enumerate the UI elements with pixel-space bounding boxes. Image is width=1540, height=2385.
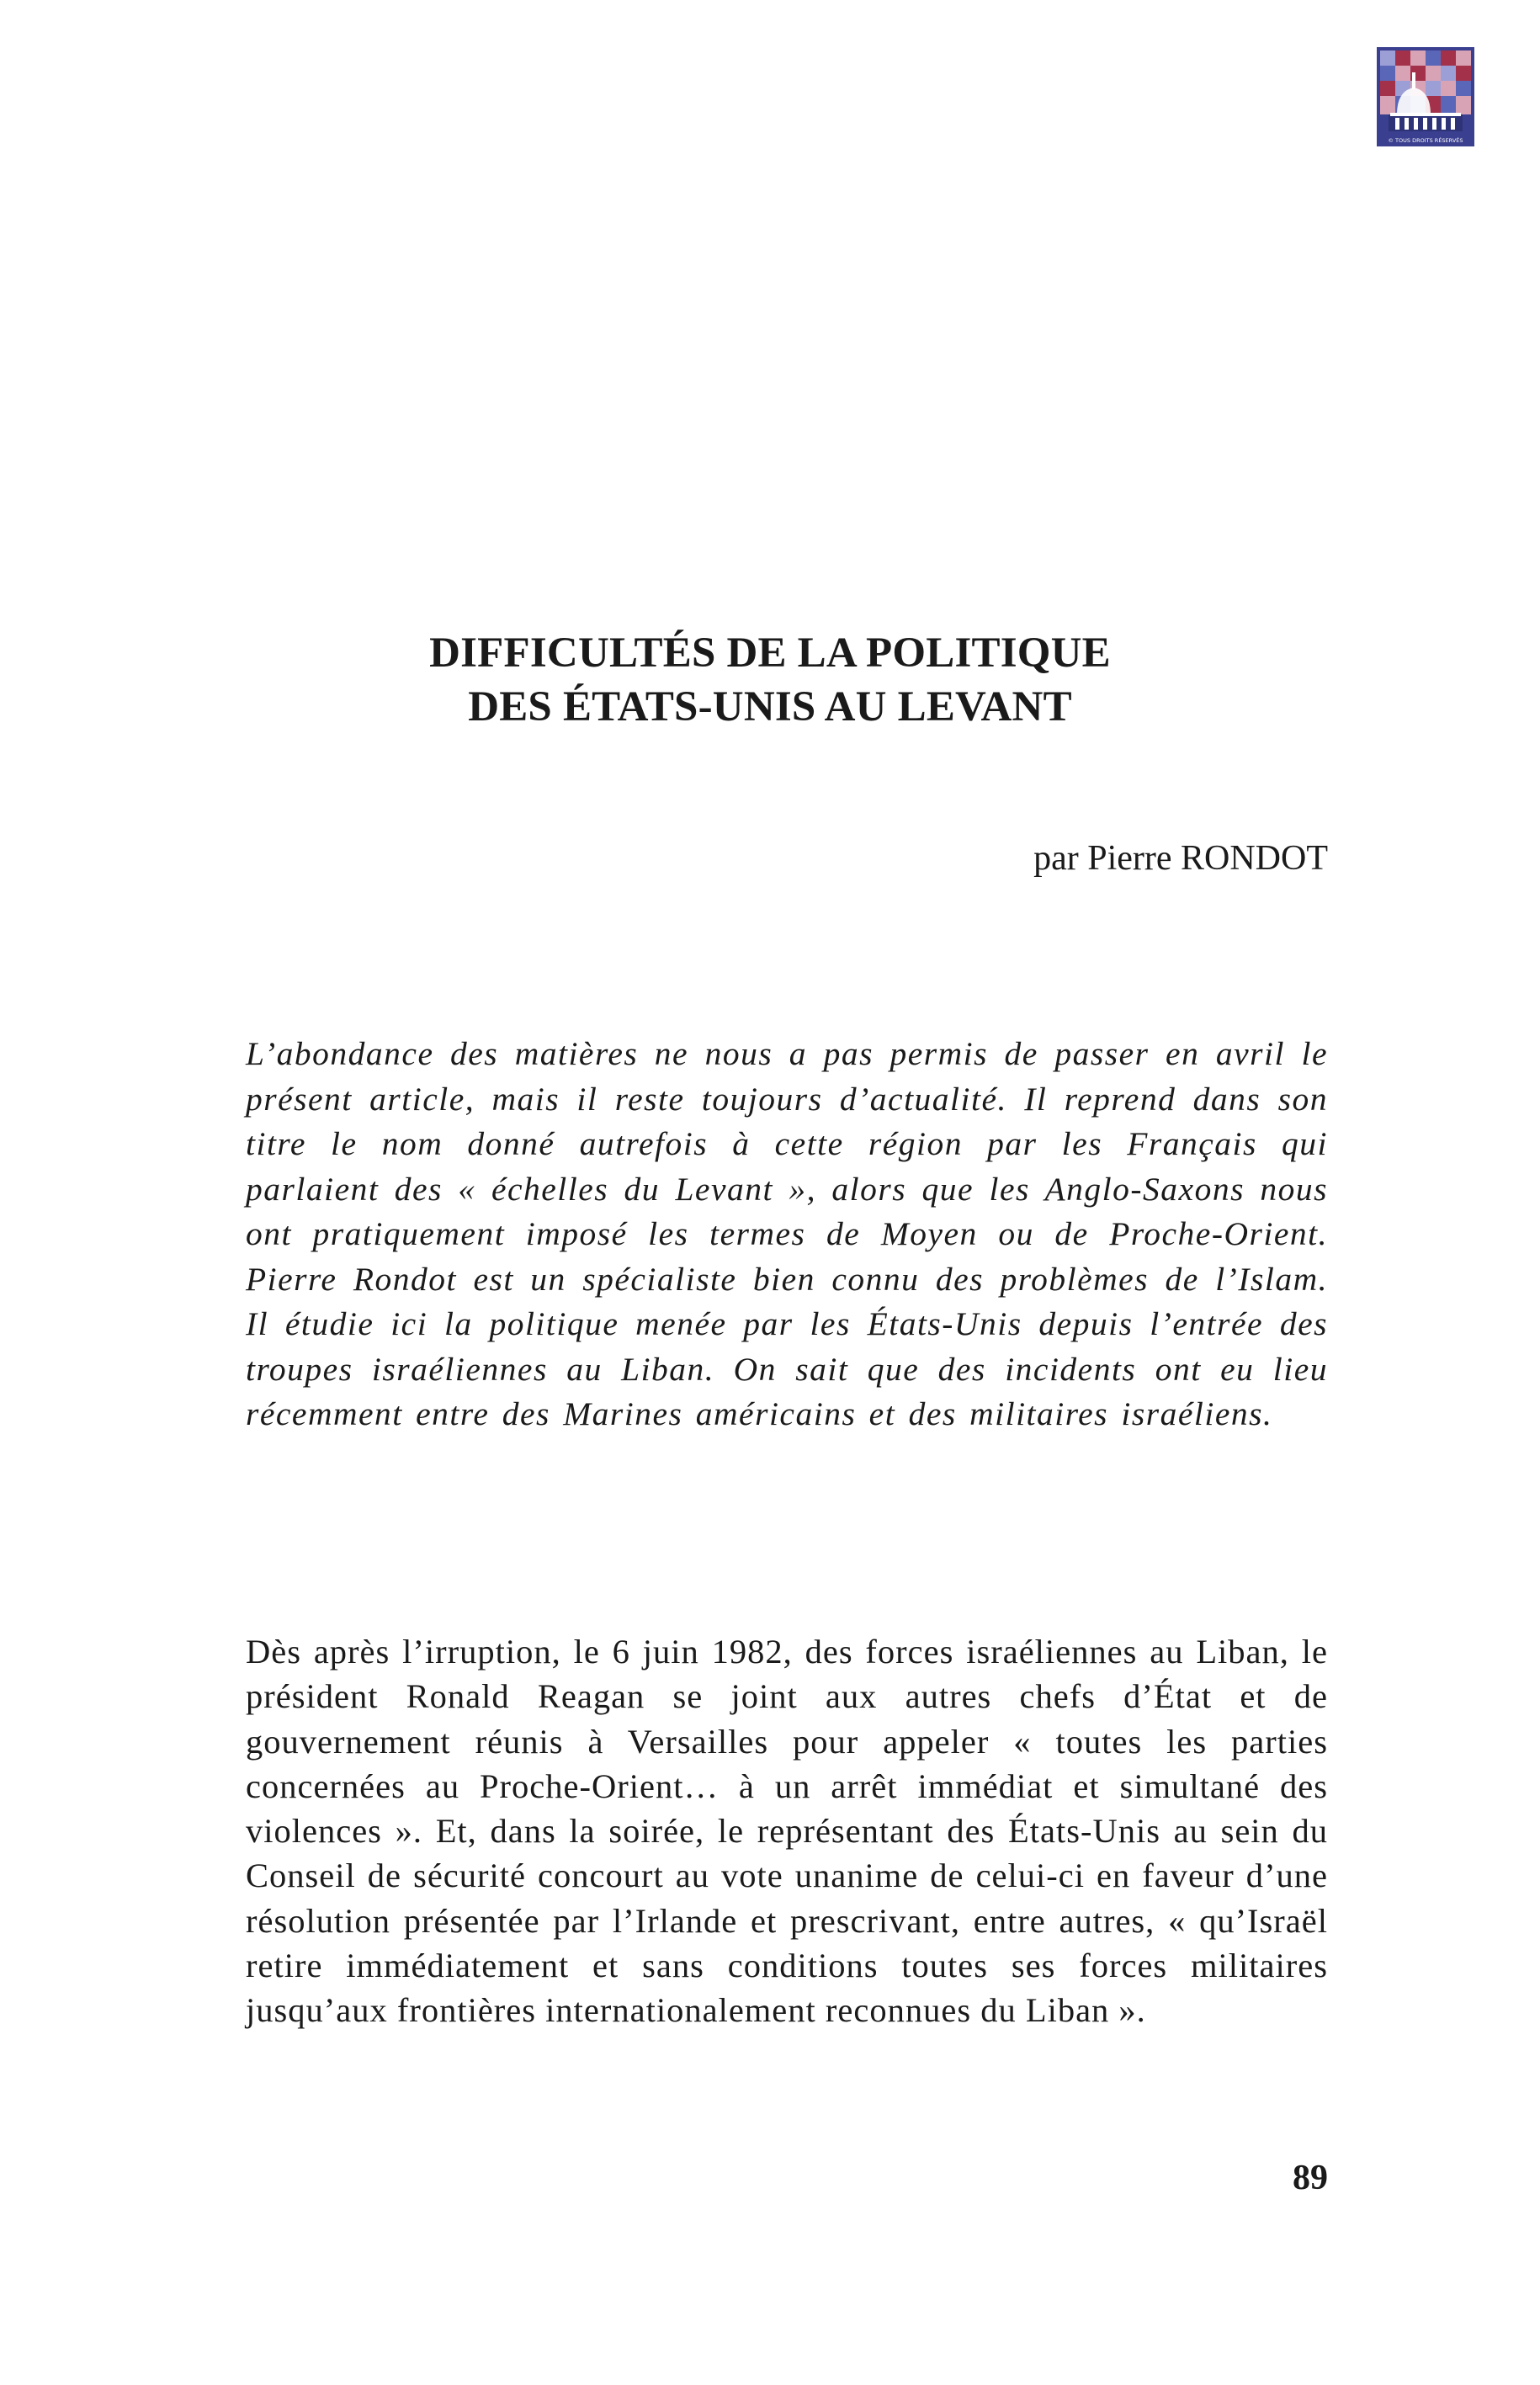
logo-caption: © TOUS DROITS RÉSERVÉS	[1388, 137, 1463, 144]
publisher-logo	[1377, 47, 1474, 146]
article-title	[0, 626, 1540, 734]
article-body	[246, 1629, 1328, 2033]
editorial-introduction	[246, 1032, 1328, 1437]
intro-paragraph: L’abondance des matières ne nous a pas permis de passer en avril le présent article, mais il reste toujours d’actualité. Il reprend dans son titre le nom donné autrefois à cette région par les Français qui parlaient des « échelles du Levant », alors que les Anglo-Saxons nous ont pratiquement imposé les termes de Moyen ou de Proche-Orient. Pierre Rondot est un spécialiste bien connu des problèmes de l’Islam. Il étudie ici la politique menée par les États-Unis depuis l’entrée des troupes israéliennes au Liban. On sait que des incidents ont eu lieu récemment entre des Marines américains et des militaires israéliens.	[246, 1035, 1328, 1432]
logo-emblem-icon	[1377, 47, 1474, 146]
article-title-line-2: DES ÉTATS-UNIS AU LEVANT	[468, 683, 1072, 730]
author-byline: par Pierre RONDOT	[1033, 839, 1328, 878]
article-title-line-1: DIFFICULTÉS DE LA POLITIQUE	[429, 629, 1111, 677]
body-paragraph: Dès après l’irruption, le 6 juin 1982, des forces israéliennes au Liban, le président Ronald Reagan se joint aux autres chefs d’État et de gouvernement réunis à Versailles pour appeler « toutes les parties concernées au Proche-Orient… à un arrêt immédiat et simultané des violences ». Et, dans la soirée, le représentant des États-Unis au sein du Conseil de sécurité concourt au vote unanime de celui-ci en faveur d’une résolution présentée par l’Irlande et prescrivant, entre autres, « qu’Israël retire immédiatement et sans conditions toutes ses forces militaires jusqu’aux frontières internationalement reconnues du Liban ».	[246, 1633, 1328, 2030]
page-number: 89	[1293, 2159, 1328, 2197]
